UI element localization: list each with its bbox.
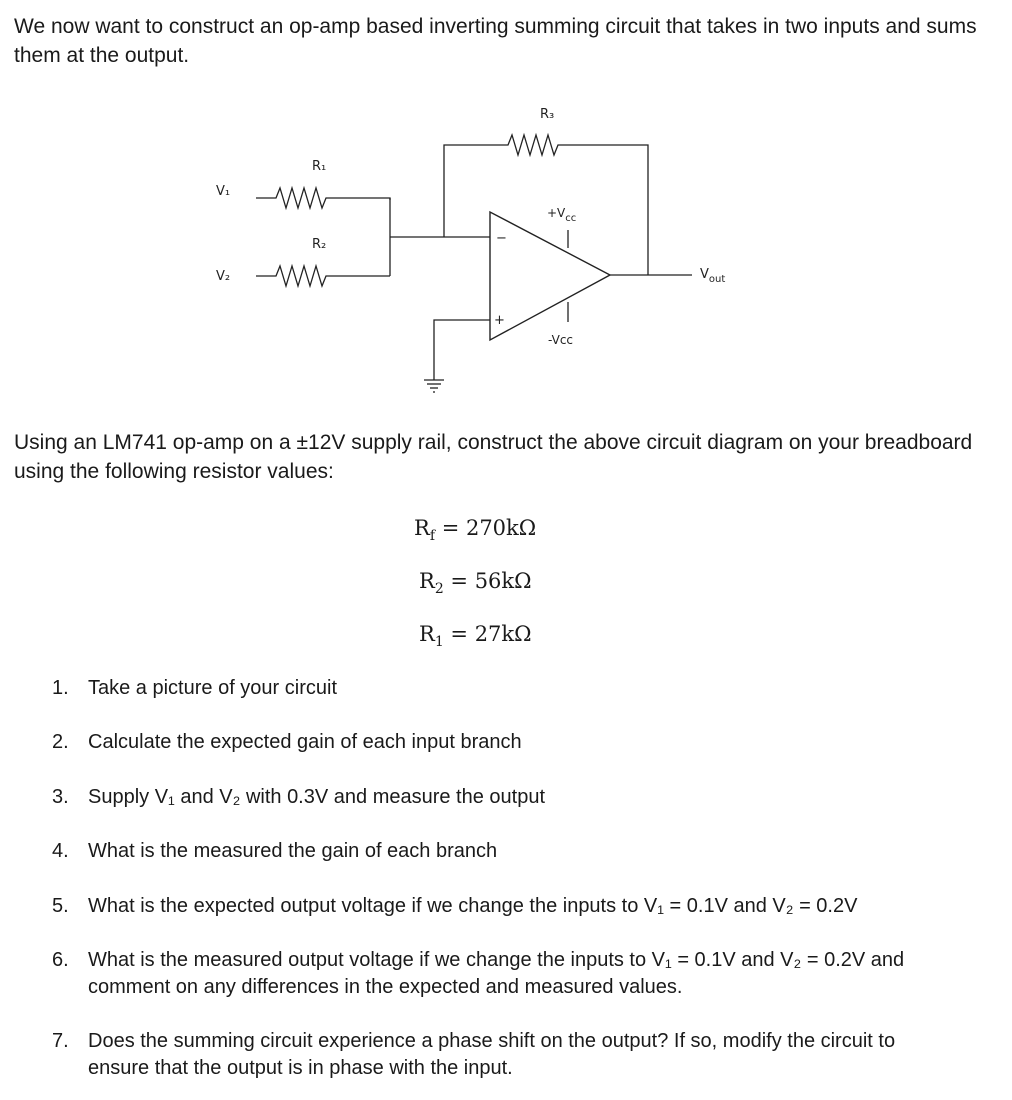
v2-label: V₂ <box>216 269 231 284</box>
resistor-value-rf: $R_f = 270k\Omega$ <box>414 516 537 545</box>
task-text: Does the summing circuit experience a phase shift on the output? If so, modify the circuit to ensure that the output is in phase with the input. <box>88 1030 896 1079</box>
resistor-value-r1: $R_1 = 27k\Omega$ <box>419 622 532 651</box>
r1-label: R₁ <box>312 159 327 174</box>
task-text: Calculate the expected gain of each input branch <box>88 731 522 753</box>
v1-label: V₁ <box>216 184 231 199</box>
task-number: 6. <box>52 949 69 971</box>
r2-label: R₂ <box>312 237 327 252</box>
task-number: 7. <box>52 1030 69 1052</box>
intro-paragraph: We now want to construct an op-amp based inverting summing circuit that takes in two inputs and sums them at the output. <box>14 15 977 67</box>
vcc-positive-label: $+V_{cc}$ <box>547 206 577 224</box>
task-number: 4. <box>52 840 69 862</box>
op-amp-symbol <box>490 212 610 340</box>
summing-amplifier-diagram <box>190 90 750 400</box>
inverting-input-sign: − <box>496 231 507 246</box>
task-text: What is the measured output voltage if we change the inputs to V₁ = 0.1V and V₂ = 0.2V and comment on any differences in the expected and measured values. <box>88 949 905 998</box>
r3-label: R₃ <box>540 107 555 122</box>
task-text: What is the expected output voltage if we change the inputs to V₁ = 0.1V and V₂ = 0.2V <box>88 895 858 917</box>
r1-resistor <box>256 188 390 208</box>
task-number: 3. <box>52 786 69 808</box>
vout-label: $V_{out}$ <box>700 267 726 285</box>
task-number: 5. <box>52 895 69 917</box>
task-text: Supply V₁ and V₂ with 0.3V and measure the output <box>88 786 546 808</box>
task-number: 2. <box>52 731 69 753</box>
summing-node-wire <box>390 198 490 276</box>
setup-paragraph: Using an LM741 op-amp on a ±12V supply rail, construct the above circuit diagram on your breadboard using the following resistor values: <box>14 431 973 483</box>
task-number: 1. <box>52 677 69 699</box>
resistor-value-r2: $R_2 = 56k\Omega$ <box>419 569 532 598</box>
ground-wire <box>434 320 490 380</box>
task-text: Take a picture of your circuit <box>88 677 337 699</box>
ground-icon <box>424 380 444 392</box>
r2-resistor <box>256 266 390 286</box>
task-text: What is the measured the gain of each branch <box>88 840 498 862</box>
noninverting-input-sign: + <box>494 313 505 328</box>
vcc-negative-label: -Vcc <box>548 333 574 347</box>
